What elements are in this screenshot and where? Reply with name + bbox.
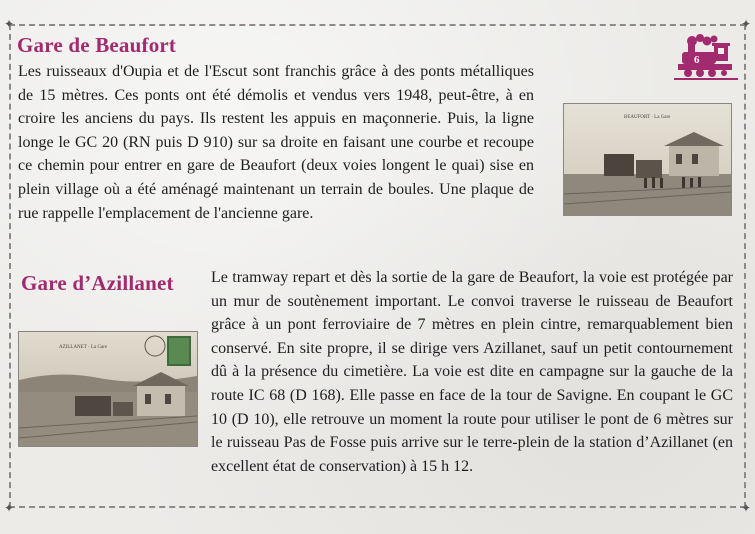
section-title-beaufort: Gare de Beaufort [17, 33, 177, 57]
train-icon [674, 32, 738, 82]
corner-star-icon: ✦ [740, 501, 752, 515]
photo-gare-azillanet [18, 331, 198, 447]
photo-caption: BEAUFORT · La Gare [624, 115, 671, 120]
photo-caption: AZILLANET · La Gare [59, 345, 108, 350]
beaufort-station-photo [564, 104, 731, 215]
section-title-azillanet: Gare d’Azillanet [21, 271, 174, 295]
page-number: 6 [694, 54, 700, 66]
section-text-beaufort: Les ruisseaux d'Oupia et de l'Escut sont franchis grâce à des ponts métalliques de 15 mètres. Ces ponts ont été démolis et vendus vers 1948, peut-être, à en croire les anciens du pays. Ils restent les appuis en maçonnerie. Puis, la ligne longe le GC 20 (RN puis D 910) sur sa droite en faisant une courbe et recoupe ce chemin pour entrer en gare de Beaufort (deux voies longent le quai) sise en plein village où a été aménagé maintenant un terrain de boules. Une plaque de rue rappelle l'emplacement de l'ancienne gare. [18, 63, 534, 222]
photo-gare-beaufort [563, 103, 732, 216]
page-number-badge [674, 32, 738, 82]
section-text-azillanet: Le tramway repart et dès la sortie de la gare de Beaufort, la voie est protégée par un mur de soutènement important. Le convoi traverse le ruisseau de Beaufort grâce à un pont ferroviaire de 7 mètres en plein cintre, remarquablement bien conservé. En site propre, il se dirige vers Azillanet, sauf un petit contournement dû à la présence du cimetière. La voie est dite en campagne sur la gauche de la route IC 68 (D 168). Elle passe en face de la tour de Savigne. En coupant le GC 10 (D 10), elle retrouve un moment la route pour utiliser le pont de 6 mètres sur le ruisseau Pas de Fosse puis arrive sur le terre-plein de la station d’Azillanet (en excellent état de conservation) à 15 h 12. [211, 269, 733, 475]
corner-star-icon: ✦ [3, 17, 15, 31]
corner-star-icon: ✦ [3, 501, 15, 515]
azillanet-station-photo [19, 332, 197, 446]
corner-star-icon: ✦ [740, 17, 752, 31]
